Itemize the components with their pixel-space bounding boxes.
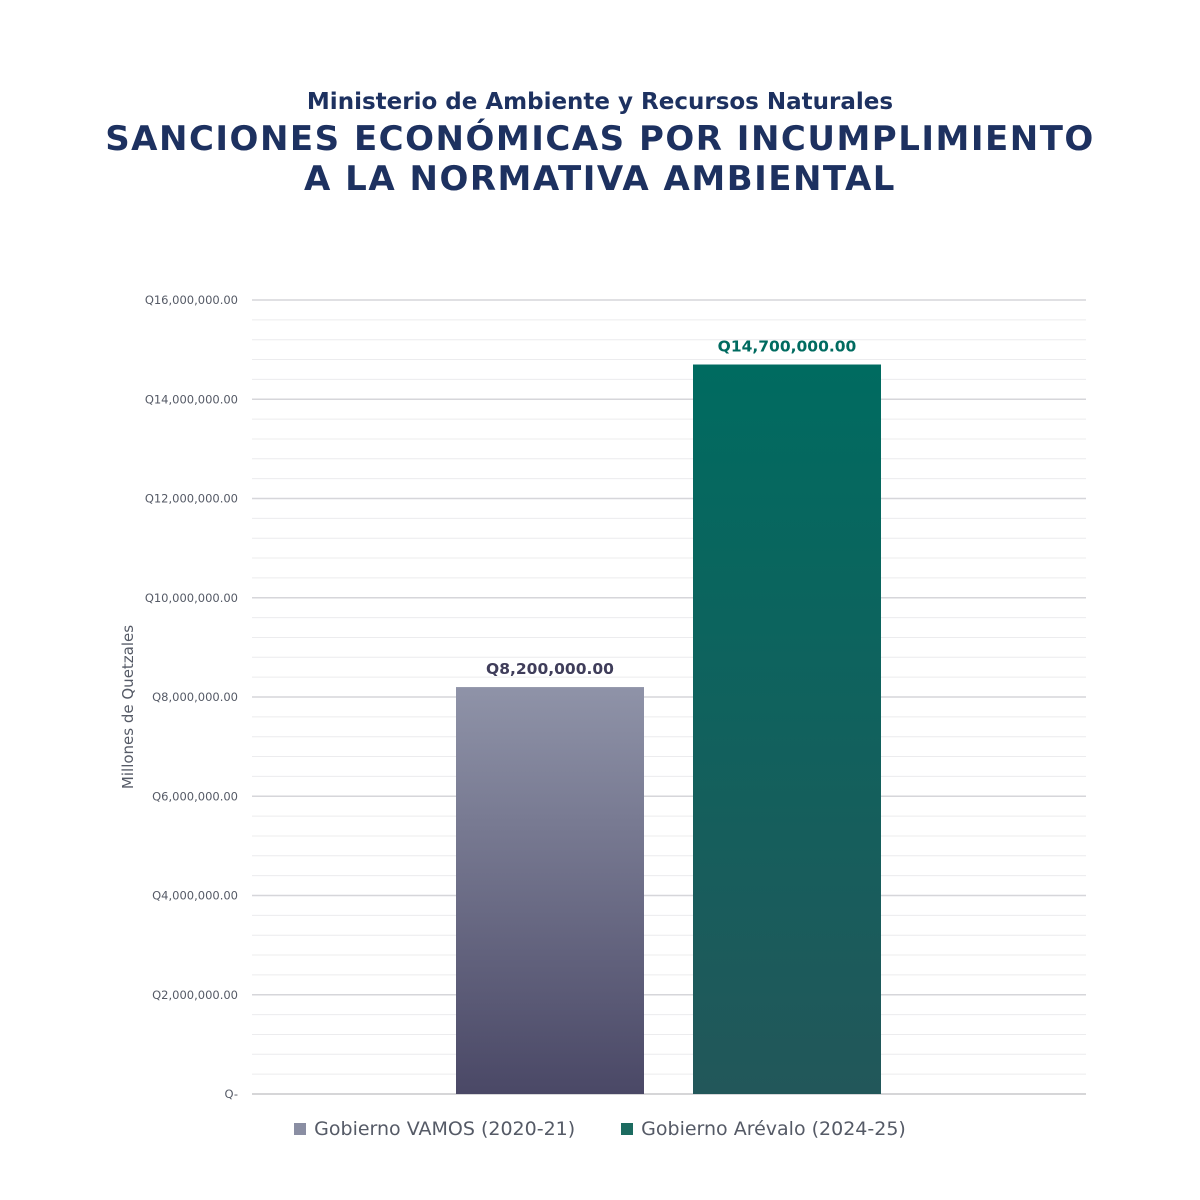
legend-item-vamos	[294, 1118, 575, 1140]
y-tick-label: Q4,000,000.00	[152, 888, 238, 903]
y-tick-label: Q8,000,000.00	[152, 690, 238, 704]
y-tick-label: Q2,000,000.00	[152, 987, 238, 1002]
chart-title-line-2: A LA NORMATIVA AMBIENTAL	[304, 159, 896, 199]
bar-value-label-1: Q14,700,000.00	[717, 337, 857, 356]
legend-swatch-arevalo	[621, 1123, 633, 1135]
y-tick-label: Q-	[224, 1087, 238, 1101]
y-tick-label: Q14,000,000.00	[144, 392, 238, 407]
bar-1	[693, 365, 881, 1094]
legend-label-arevalo: Gobierno Arévalo (2024-25)	[641, 1118, 906, 1140]
y-tick-label: Q12,000,000.00	[144, 491, 238, 506]
y-tick-label: Q6,000,000.00	[152, 789, 238, 804]
chart-subtitle: Ministerio de Ambiente y Recursos Naturales	[306, 89, 894, 115]
bar-value-label-0: Q8,200,000.00	[486, 660, 614, 679]
legend-item-arevalo	[621, 1118, 906, 1140]
chart-legend	[0, 1118, 1200, 1140]
y-axis-label: Millones de Quetzales	[119, 624, 137, 790]
y-tick-label: Q16,000,000.00	[144, 293, 238, 307]
legend-swatch-vamos	[294, 1123, 306, 1135]
y-tick-label: Q10,000,000.00	[144, 590, 238, 605]
bar-0	[456, 687, 644, 1094]
legend-label-vamos: Gobierno VAMOS (2020-21)	[314, 1118, 576, 1140]
chart-title-line-1: SANCIONES ECONÓMICAS POR INCUMPLIMIENTO	[105, 119, 1095, 159]
